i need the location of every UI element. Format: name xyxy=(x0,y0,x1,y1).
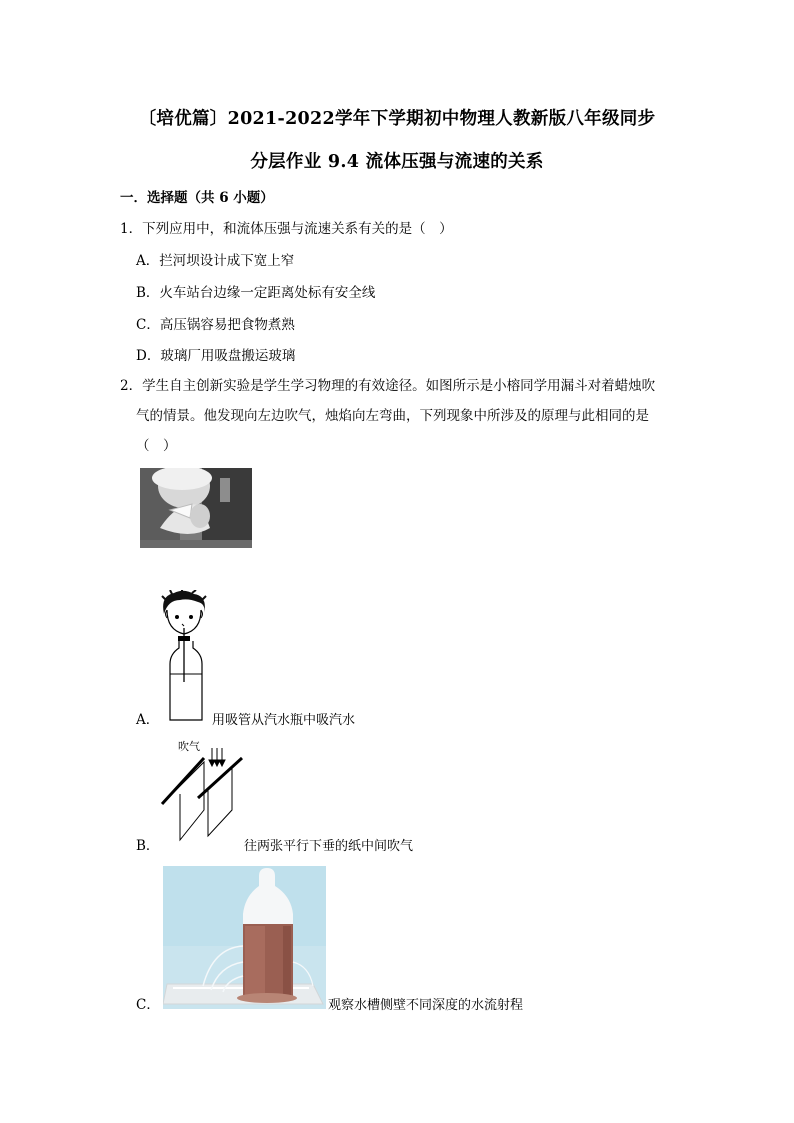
page-title-line-2: 分层作业 9.4 流体压强与流速的关系 xyxy=(250,152,544,172)
question-1-option-c: C．高压锅容易把食物煮熟 xyxy=(136,317,295,333)
water-bottle-jet-photo xyxy=(163,866,326,1009)
question-1-stem: 1．下列应用中，和流体压强与流速关系有关的是（ ） xyxy=(120,221,453,237)
question-2-option-b-text: 往两张平行下垂的纸中间吹气 xyxy=(244,839,414,854)
question-2-stem-line-3: （ ） xyxy=(136,438,177,454)
page-title-line-1: 〔培优篇〕2021-2022学年下学期初中物理人教新版八年级同步 xyxy=(138,109,656,129)
blow-air-label: 吹气 xyxy=(178,740,200,753)
question-2-option-c-letter: C． xyxy=(136,997,160,1013)
question-2-stem-line-1: 2．学生自主创新实验是学生学习物理的有效途径。如图所示是小榕同学用漏斗对着蜡烛吹 xyxy=(120,378,656,394)
question-1-option-a: A．拦河坝设计成下宽上窄 xyxy=(136,253,295,269)
question-2-option-c-text: 观察水槽侧壁不同深度的水流射程 xyxy=(328,998,524,1013)
question-2-stem-line-2: 气的情景。他发现向左边吹气，烛焰向左弯曲，下列现象中所涉及的原理与此相同的是 xyxy=(136,408,649,424)
section-heading: 一．选择题（共 6 小题） xyxy=(120,190,274,206)
question-2-option-b-letter: B． xyxy=(136,838,160,854)
question-1-option-d: D．玻璃厂用吸盘搬运玻璃 xyxy=(136,348,296,364)
straw-bottle-figure xyxy=(158,590,210,722)
hanging-papers-figure xyxy=(160,748,244,842)
funnel-candle-photo xyxy=(140,468,252,558)
question-1-option-b: B．火车站台边缘一定距离处标有安全线 xyxy=(136,285,376,301)
question-2-option-a-letter: A． xyxy=(136,712,160,728)
question-2-option-a-text: 用吸管从汽水瓶中吸汽水 xyxy=(212,713,356,728)
